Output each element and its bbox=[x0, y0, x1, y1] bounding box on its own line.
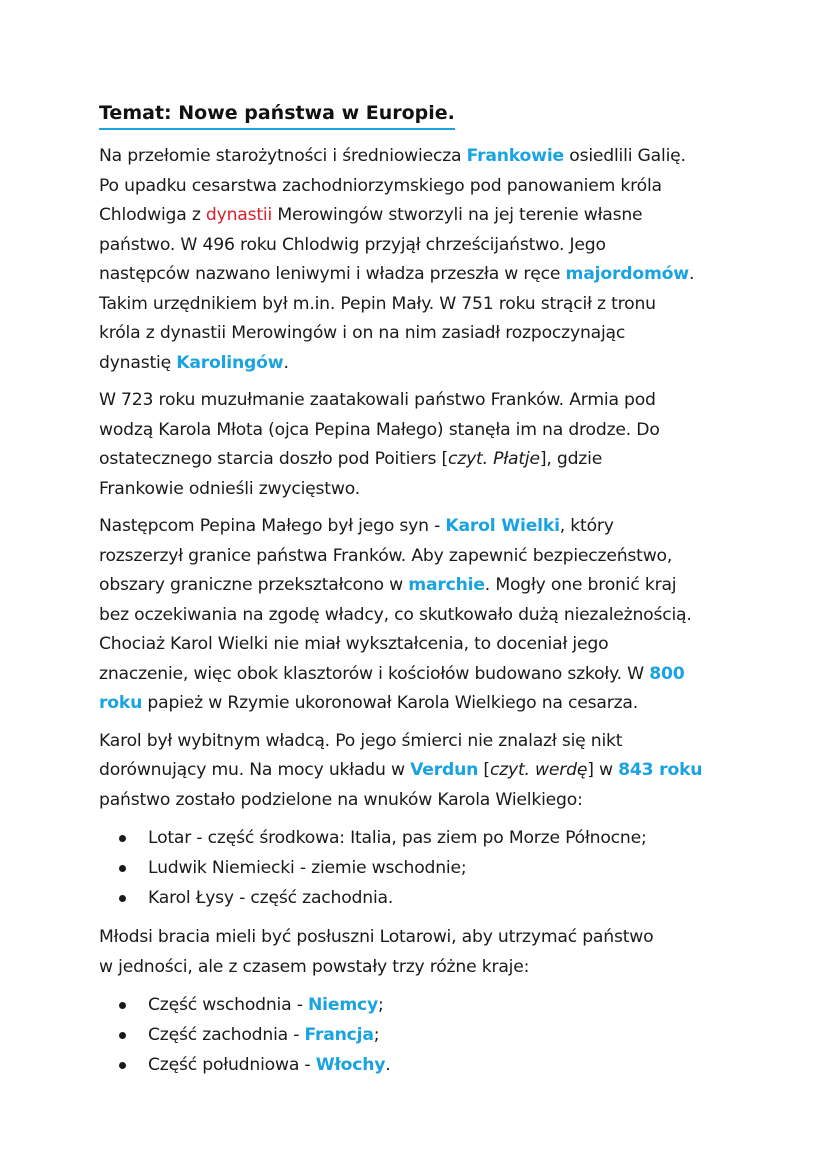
highlight-term: Niemcy bbox=[307, 995, 379, 1015]
text: . Mogły one bronić kraj bbox=[484, 575, 677, 595]
text: . bbox=[385, 1055, 391, 1075]
list-item bbox=[119, 883, 759, 913]
italic-text: czyt. Płatje bbox=[448, 449, 540, 469]
list-item-text: Lotar - część środkowa: Italia, pas ziem po Morze Północne; bbox=[148, 828, 647, 848]
text-line bbox=[99, 512, 759, 542]
paragraph-franks bbox=[99, 142, 759, 378]
text-line: bez oczekiwania na zgodę władcy, co skutkowało dużą niezależnością. bbox=[99, 604, 692, 625]
text-line bbox=[99, 689, 759, 719]
highlight-term: Karolingów bbox=[176, 352, 284, 373]
text-line: Chociaż Karol Wielki nie miał wykształcenia, to doceniał jego bbox=[99, 634, 609, 654]
text-line bbox=[99, 445, 759, 475]
text: ; bbox=[373, 1025, 380, 1045]
text: Następcom Pepina Małego był jego syn - bbox=[99, 516, 446, 536]
list-item-text: Część południowa - bbox=[148, 1055, 316, 1075]
text-line: w jedności, ale z czasem powstały trzy różne kraje: bbox=[99, 956, 530, 977]
text-line: państwo. W 496 roku Chlodwig przyjął chrześcijaństwo. Jego bbox=[99, 234, 606, 255]
list-item bbox=[119, 1050, 759, 1080]
text: ; bbox=[378, 995, 384, 1015]
highlight-term: 800 bbox=[649, 663, 685, 684]
text: . bbox=[283, 352, 289, 373]
text-line bbox=[99, 142, 759, 172]
highlight-term: Francja bbox=[304, 1025, 374, 1045]
text: obszary graniczne przekształcono w bbox=[99, 575, 409, 595]
highlight-term: Włochy bbox=[315, 1055, 386, 1075]
red-term: dynastii bbox=[205, 205, 273, 225]
text-line: Takim urzędnikiem był m.in. Pepin Mały. W 751 roku strącił z tronu bbox=[99, 293, 656, 314]
countries-list bbox=[99, 990, 759, 1080]
paragraph-poitiers bbox=[99, 386, 759, 504]
text-line: Po upadku cesarstwa zachodniorzymskiego pod panowaniem króla bbox=[99, 175, 662, 196]
text: papież w Rzymie ukoronował Karola Wielkiego na cesarza. bbox=[142, 693, 639, 713]
highlight-term: Karol Wielki bbox=[445, 516, 560, 536]
text-line bbox=[99, 260, 759, 290]
text-line: rozszerzył granice państwa Franków. Aby zapewnić bezpieczeństwo, bbox=[99, 545, 673, 566]
bullet-icon bbox=[119, 835, 126, 842]
paragraph-charlemagne bbox=[99, 512, 759, 719]
text-line bbox=[99, 756, 759, 786]
text-line bbox=[99, 571, 759, 601]
highlight-term: 843 roku bbox=[618, 760, 703, 780]
bullet-icon bbox=[119, 1062, 126, 1069]
text: dorównujący mu. Na mocy układu w bbox=[99, 760, 411, 780]
highlight-term: majordomów bbox=[565, 264, 689, 284]
text: dynastię bbox=[99, 352, 177, 373]
text-line bbox=[99, 349, 759, 379]
list-item bbox=[119, 990, 759, 1020]
text-line: króla z dynastii Merowingów i on na nim zasiadł rozpoczynając bbox=[99, 323, 626, 343]
text-line bbox=[99, 201, 759, 231]
bullet-icon bbox=[119, 1032, 126, 1039]
highlight-term: marchie bbox=[408, 575, 485, 595]
text-line: wodzą Karola Młota (ojca Pepina Małego) stanęła im na drodze. Do bbox=[99, 419, 660, 440]
list-item-text: Ludwik Niemiecki - ziemie wschodnie; bbox=[148, 858, 467, 878]
bullet-icon bbox=[119, 1002, 126, 1009]
highlight-term: Verdun bbox=[410, 760, 479, 780]
text: Merowingów stworzyli na jej terenie własne bbox=[272, 205, 643, 225]
text-line: Młodsi bracia mieli być posłuszni Lotarowi, aby utrzymać państwo bbox=[99, 927, 654, 947]
text: [ bbox=[478, 760, 490, 780]
text-line: W 723 roku muzułmanie zaatakowali państwo Franków. Armia pod bbox=[99, 390, 656, 410]
text: , który bbox=[559, 516, 614, 536]
list-item-text: Część zachodnia - bbox=[148, 1025, 305, 1045]
text: następców nazwano leniwymi i władza przeszła w ręce bbox=[99, 264, 566, 284]
bullet-icon bbox=[119, 865, 126, 872]
paragraph-division bbox=[99, 923, 759, 982]
text: Chlodwiga z bbox=[99, 205, 206, 225]
text: ], gdzie bbox=[539, 449, 603, 469]
text-line: Frankowie odnieśli zwycięstwo. bbox=[99, 478, 360, 499]
list-item bbox=[119, 853, 759, 883]
document-page bbox=[99, 98, 759, 1090]
paragraph-verdun bbox=[99, 727, 759, 816]
text: ] w bbox=[587, 760, 619, 780]
text: znaczenie, więc obok klasztorów i kościołów budowano szkoły. W bbox=[99, 663, 650, 684]
list-item-text: Karol Łysy - część zachodnia. bbox=[148, 888, 394, 908]
bullet-icon bbox=[119, 895, 126, 902]
highlight-term: roku bbox=[99, 693, 143, 713]
italic-text: czyt. werdę bbox=[489, 760, 588, 780]
text: . bbox=[688, 264, 695, 284]
highlight-term: Frankowie bbox=[466, 146, 564, 166]
text-line: Karol był wybitnym władcą. Po jego śmierci nie znalazł się nikt bbox=[99, 730, 623, 751]
text: osiedlili Galię. bbox=[563, 146, 686, 166]
grandsons-list bbox=[99, 823, 759, 913]
text-line bbox=[99, 660, 759, 690]
text-line: państwo zostało podzielone na wnuków Karola Wielkiego: bbox=[99, 789, 583, 810]
list-item-text: Część wschodnia - bbox=[148, 995, 308, 1015]
text: ostatecznego starcia doszło pod Poitiers [ bbox=[99, 449, 449, 469]
page-title: Temat: Nowe państwa w Europie. bbox=[99, 98, 455, 130]
list-item bbox=[119, 1020, 759, 1050]
list-item bbox=[119, 823, 759, 853]
text: Na przełomie starożytności i średniowiecza bbox=[99, 146, 467, 166]
